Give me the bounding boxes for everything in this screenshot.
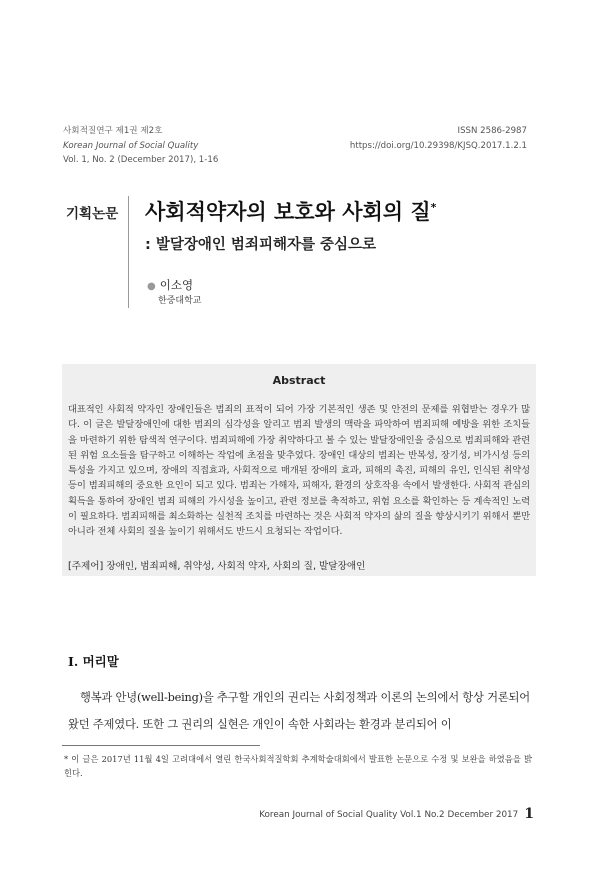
author-bullet-icon: ● [147,281,156,292]
article-category: 기획논문 [66,206,119,222]
volume-info: Vol. 1, No. 2 (December 2017), 1-16 [63,155,219,165]
footnote [64,752,532,780]
keywords-list: 장애인, 범죄피해, 취약성, 사회적 약자, 사회의 질, 발달장애인 [106,561,366,572]
section-heading [68,652,119,670]
author-affiliation: 한중대학교 [158,296,202,306]
journal-header-right [350,124,527,153]
article-title-text: 사회적약자의 보호와 사회의 질 [145,200,431,224]
abstract-heading: Abstract [272,374,326,387]
journal-name-english: Korean Journal of Social Quality [63,140,199,151]
keywords [68,558,530,572]
issn: ISSN 2586-2987 [457,126,527,136]
title-divider [128,196,129,308]
page-number: 1 [524,806,534,822]
footer-journal-info: Korean Journal of Social Quality Vol.1 No.2 December 2017 [259,810,519,820]
section-title: 머리말 [82,654,119,669]
page-footer [259,806,534,822]
abstract-text: 대표적인 사회적 약자인 장애인들은 범죄의 표적이 되어 가장 기본적인 생존 및 안전의 문제를 위협받는 경우가 많다. 이 글은 발달장애인에 대한 범죄의 심각성을 알리고 범죄 발생의 맥락을 파악하여 범죄피해 예방을 위한 조치들을 마련하기 위한 탐색적 연구이다. 범죄피해에 가장 취약하다고 볼 수 있는 발달장애인을 중심으로 범죄피해와 관련된 위험 요소들을 탐구하고 이해하는 작업에 초점을 맞추었다. 장애인 대상의 범죄는 반복성, 장기성, 비가시성 등의 특성을 가지고 있으며, 장애의 직접효과, 사회적으로 매개된 장애의 효과, 피해의 촉진, 피해의 유인, 인식된 취약성 등이 범죄피해의 중요한 요인이 되고 있다. 범죄는 가해자, 피해자, 환경의 상호작용 속에서 발생한다. 사회적 관심의 획득을 통하여 장애인 범죄 피해의 가시성을 높이고, 관련 정보를 축적하고, 위험 요소를 확인하는 등 계속적인 노력이 필요하다. 범죄피해를 최소화하는 실천적 조치를 마련하는 것은 사회적 약자의 삶의 질을 향상시키기 위해서 뿐만 아니라 전체 사회의 질을 높이기 위해서도 반드시 요청되는 작업이다. [68,404,530,538]
article-subtitle: : 발달장애인 범죄피해자를 중심으로 [145,237,377,253]
doi-link[interactable]: https://doi.org/10.29398/KJSQ.2017.1.2.1 [349,140,527,151]
footnote-text: 이 글은 2017년 11월 4일 고려대에서 열린 한국사회적질학회 추계학술대회에서 발표한 논문으로 수정 및 보완을 하였음을 밝힌다. [64,754,532,778]
author-name: 이소영 [159,278,194,292]
title-footnote-mark[interactable]: * [430,201,437,214]
footnote-rule [62,745,260,746]
journal-name-korean: 사회적질연구 제1권 제2호 [63,126,163,136]
section-body: 행복과 안녕(well-being)을 추구할 개인의 권리는 사회정책과 이론의 논의에서 항상 거론되어 왔던 주제였다. 또한 그 권리의 실현은 개인이 속한 사회라는 환경과 분리되어 이 [68,691,530,731]
article-title [145,196,436,226]
keywords-label: [주제어] [68,561,104,572]
author-line [147,277,193,293]
footnote-mark: * [64,754,69,764]
section-number: Ⅰ. [68,654,79,669]
journal-header-left [63,124,218,168]
